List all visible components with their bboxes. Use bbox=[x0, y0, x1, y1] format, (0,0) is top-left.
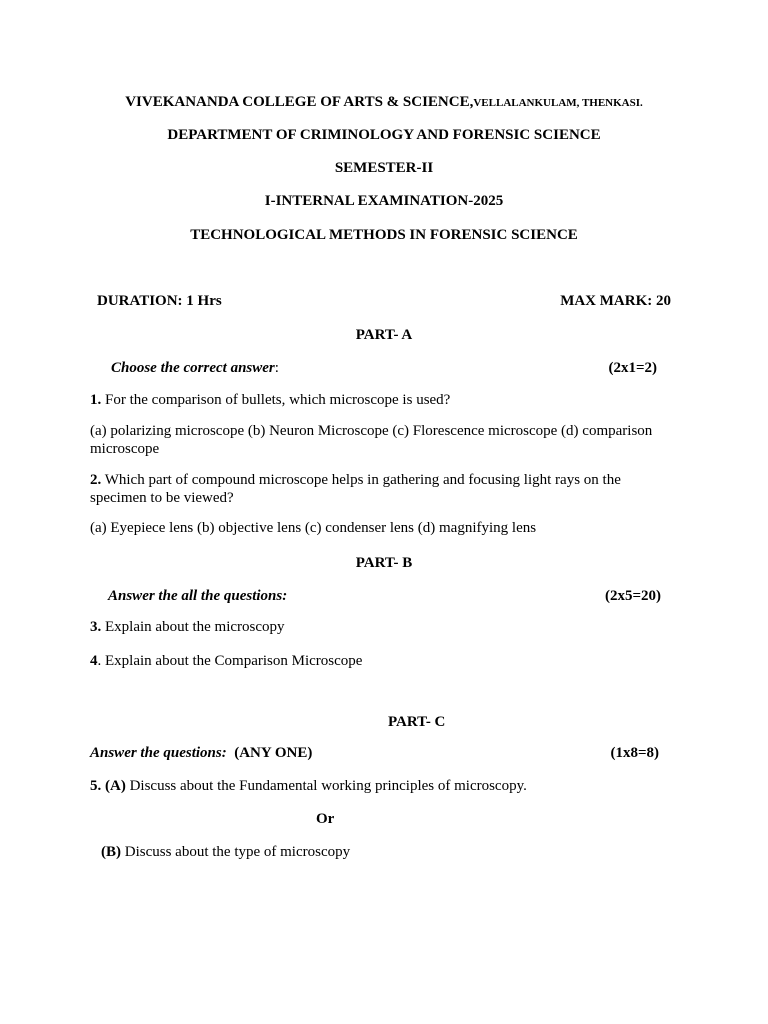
question-2 bbox=[90, 471, 650, 507]
college-title bbox=[0, 94, 768, 111]
question-1-options: (a) polarizing microscope (b) Neuron Microscope (c) Florescence microscope (d) comparison microscope bbox=[90, 423, 653, 457]
college-name: VIVEKANANDA COLLEGE OF ARTS & SCIENCE, bbox=[125, 94, 474, 110]
max-mark-label: MAX MARK: 20 bbox=[560, 293, 671, 309]
question-4-number: 4 bbox=[90, 653, 98, 669]
question-5b-label: (B) bbox=[101, 844, 121, 860]
question-3 bbox=[90, 619, 285, 636]
college-location: VELLALANKULAM, THENKASI. bbox=[473, 97, 643, 109]
question-2-options: (a) Eyepiece lens (b) objective lens (c) condenser lens (d) magnifying lens bbox=[90, 520, 537, 536]
question-2-text: Which part of compound microscope helps in gathering and focusing light rays on the specimen to be viewed? bbox=[90, 472, 621, 506]
department-title: DEPARTMENT OF CRIMINOLOGY AND FORENSIC SCIENCE bbox=[167, 127, 601, 143]
part-a-instruction bbox=[111, 360, 279, 377]
part-c-any-one: (ANY ONE) bbox=[234, 745, 313, 761]
part-a-instruction-text: Choose the correct answer bbox=[111, 360, 275, 376]
part-c-instruction-text: Answer the questions: bbox=[90, 745, 227, 761]
question-5a-text: Discuss about the Fundamental working principles of microscopy. bbox=[125, 778, 527, 794]
question-1 bbox=[90, 392, 450, 409]
part-c-heading: PART- C bbox=[388, 714, 446, 730]
semester-title: SEMESTER-II bbox=[334, 160, 434, 176]
question-2-number: 2. bbox=[90, 472, 102, 488]
part-b-heading: PART- B bbox=[355, 555, 413, 571]
subject-title: TECHNOLOGICAL METHODS IN FORENSIC SCIENCE bbox=[190, 227, 578, 243]
question-4 bbox=[90, 653, 362, 670]
part-b-marks: (2x5=20) bbox=[604, 588, 661, 604]
part-a-instruction-colon: : bbox=[274, 360, 279, 376]
question-5a-number: 5. (A) bbox=[90, 778, 126, 794]
question-5a bbox=[90, 778, 527, 795]
question-1-text: For the comparison of bullets, which microscope is used? bbox=[101, 392, 451, 408]
part-a-heading: PART- A bbox=[355, 327, 413, 343]
question-5b-text: Discuss about the type of microscopy bbox=[121, 844, 351, 860]
part-a-marks: (2x1=2) bbox=[608, 360, 657, 376]
part-c-marks: (1x8=8) bbox=[610, 745, 659, 761]
question-1-number: 1. bbox=[90, 392, 102, 408]
duration-label: DURATION: 1 Hrs bbox=[97, 293, 222, 309]
question-5b bbox=[101, 844, 350, 861]
part-c-instruction bbox=[90, 745, 312, 762]
question-4-text: . Explain about the Comparison Microscope bbox=[97, 653, 363, 669]
or-separator: Or bbox=[316, 811, 335, 827]
question-3-number: 3. bbox=[90, 619, 102, 635]
part-b-instruction: Answer the all the questions: bbox=[108, 588, 288, 604]
exam-title: I-INTERNAL EXAMINATION-2025 bbox=[264, 193, 504, 209]
question-3-text: Explain about the microscopy bbox=[101, 619, 285, 635]
